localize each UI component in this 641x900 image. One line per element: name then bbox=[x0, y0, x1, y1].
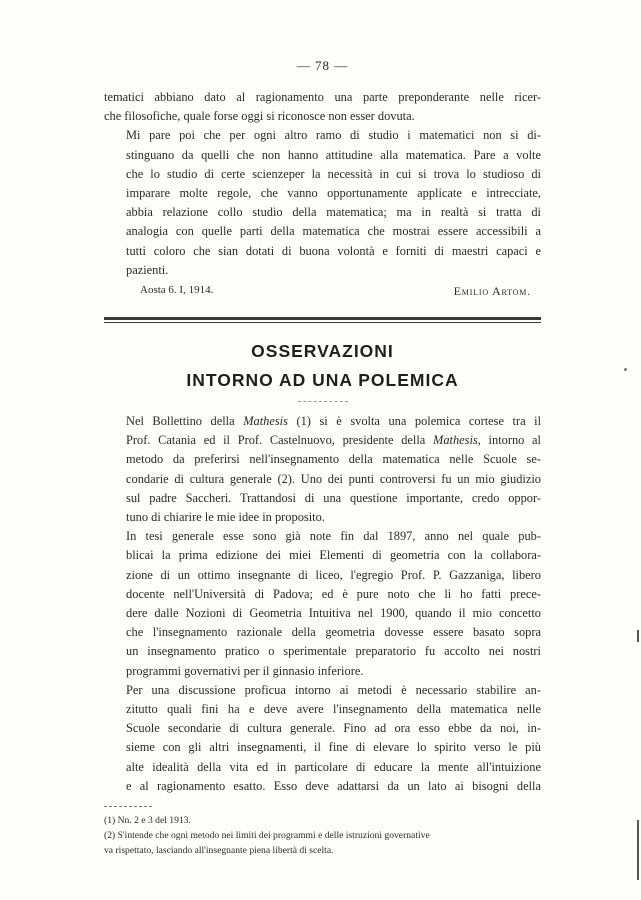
article-paragraph-3 bbox=[104, 681, 541, 796]
scan-edge-mark bbox=[637, 820, 639, 880]
text-line: zione di un ottimo insegnante di liceo, l'egregio Prof. P. Gazzaniga, libero bbox=[126, 567, 541, 582]
text-run: (1) si è svolta una polemica cortese tra il bbox=[287, 414, 542, 429]
text-run: Prof. Catania ed il Prof. Castelnuovo, presidente della bbox=[126, 433, 433, 448]
intro-paragraph-1 bbox=[104, 88, 541, 126]
text-line bbox=[104, 412, 541, 431]
text-line: sul padre Saccheri. Trattandosi di una questione importante, credo oppor- bbox=[126, 490, 541, 505]
text-line: Per una discussione proficua intorno ai metodi è necessario stabilire an- bbox=[126, 682, 541, 697]
text-line: analogia con quelle parti della matematica che mostrai essere accessibili a bbox=[126, 224, 541, 239]
scan-mark bbox=[624, 368, 627, 371]
intro-paragraph-2 bbox=[104, 126, 541, 280]
footnote-separator bbox=[104, 806, 152, 807]
text-line: che filosofiche, quale forse oggi si riconosce non esser dovuta. bbox=[104, 109, 415, 124]
text-line: blicai la prima edizione dei miei Elementi di geometria con la collabora- bbox=[126, 548, 541, 563]
page-number: — 78 — bbox=[296, 58, 349, 73]
text-line: un insegnamento pratico o sperimentale preparatorio fu accolto nei nostri bbox=[126, 644, 541, 659]
page bbox=[104, 58, 541, 858]
text-line: tematici abbiano dato al ragionamento una parte preponderante nelle ricer- bbox=[104, 90, 541, 104]
place-date: Aosta 6. I, 1914. bbox=[140, 284, 214, 297]
title-line-1: OSSERVAZIONI bbox=[251, 341, 394, 362]
text-run: Nel Bollettino della bbox=[126, 414, 244, 429]
footnote-2 bbox=[104, 828, 541, 858]
text-line: dere dalle Nozioni di Geometria Intuitiva nel 1900, quando il mio concetto bbox=[126, 606, 541, 621]
text-line: pazienti. bbox=[126, 262, 169, 277]
text-line bbox=[104, 431, 541, 450]
signature bbox=[104, 284, 541, 299]
article-title bbox=[104, 337, 541, 395]
text-run: intorno al bbox=[480, 433, 541, 448]
text-line: docente nell'Università di Padova; ed è pure noto che li ho fatti prece- bbox=[126, 586, 541, 601]
footnote-line: va rispettato, lasciando all'insegnante piena libertà di scelta. bbox=[104, 845, 334, 857]
text-line: imparare molte regole, che vanno opportunamente applicate e intrecciate, bbox=[126, 186, 541, 201]
footnote-line: (2) S'intende che ogni metodo nei limiti dei programmi e delle istruzioni governative bbox=[104, 830, 430, 842]
text-line: abbia relazione collo studio della matematica; ma in realtà si tratta di bbox=[126, 205, 541, 220]
text-line: stinguano da quelli che non hanno attitudine alla matematica. Pare a volte bbox=[126, 147, 541, 162]
section-divider bbox=[104, 317, 541, 323]
text-line: e al ragionamento esatto. Esso deve adattarsi da un lato ai bisogni della bbox=[126, 778, 541, 793]
scan-edge-mark bbox=[637, 630, 639, 642]
text-line: tutti coloro che sian dotati di buona volontà e forniti di maestri capaci e bbox=[126, 243, 541, 258]
text-line: alte idealità della vita ed in particolare di educare la mente all'intuizione bbox=[126, 759, 541, 774]
article-paragraph-1 bbox=[104, 412, 541, 527]
footnote-1: (1) Nn. 2 e 3 del 1913. bbox=[104, 815, 191, 827]
journal-name: Mathesis bbox=[243, 414, 288, 429]
text-line: condarie di cultura generale (2). Uno dei punti controversi fu un mio giudizio bbox=[126, 471, 541, 486]
text-line: Scuole secondarie di cultura generale. Fino ad ora esso ebbe da noi, in- bbox=[126, 721, 541, 736]
author-name: Emilio Artom. bbox=[453, 284, 531, 299]
text-line: metodo da preferirsi nell'insegnamento della matematica nelle Scuole se- bbox=[126, 452, 541, 467]
text-line: zitutto quali fini ha e deve avere l'insegnamento della matematica nelle bbox=[126, 702, 541, 717]
text-line: sieme con gli altri insegnamenti, il fine di elevare lo spirito verso le più bbox=[126, 740, 541, 755]
title-line-2: INTORNO AD UNA POLEMICA bbox=[186, 370, 459, 391]
text-line: programmi governativi per il ginnasio inferiore. bbox=[126, 663, 364, 678]
title-rule bbox=[298, 401, 348, 402]
journal-name: Mathesis, bbox=[433, 433, 481, 448]
text-line: Mi pare poi che per ogni altro ramo di studio i matematici non si di- bbox=[126, 128, 541, 143]
text-line: tuno di chiarire le mie idee in proposito. bbox=[126, 510, 325, 525]
text-line: che l'insegnamento razionale della geometria dovesse essere basato sopra bbox=[126, 625, 541, 640]
article-paragraph-2 bbox=[104, 527, 541, 681]
text-line: In tesi generale esse sono già note fin dal 1897, anno nel quale pub- bbox=[126, 529, 541, 544]
text-line: che lo studio di certe scienzeper la necessità in cui si trova lo studioso di bbox=[126, 166, 541, 181]
